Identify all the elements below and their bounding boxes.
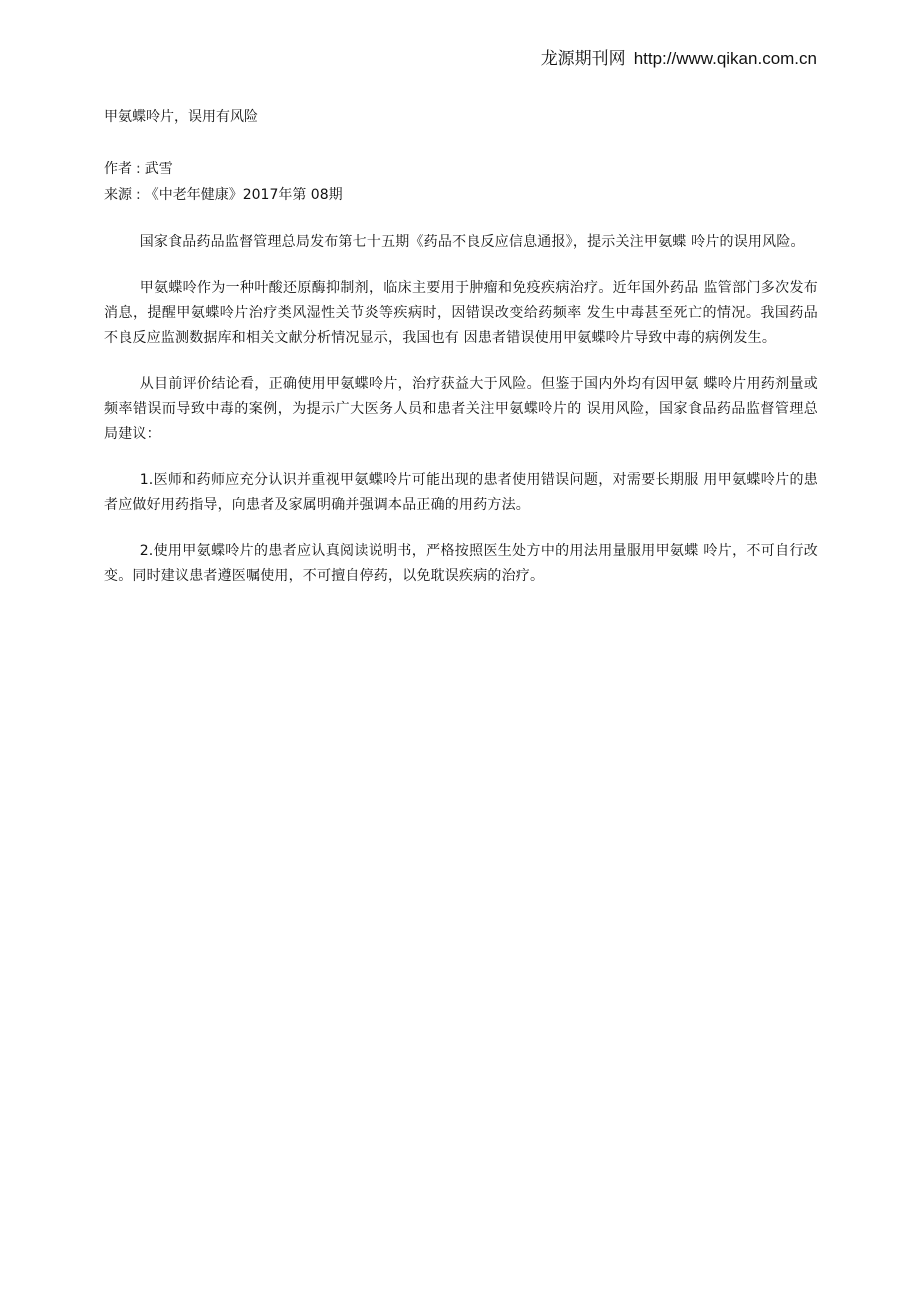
paragraph-recommendation-2: 2.使用甲氨蝶呤片的患者应认真阅读说明书，严格按照医生处方中的用法用量服用甲氨蝶 呤片，不可自行改变。同时建议患者遵医嘱使用，不可擅自停药，以免耽误疾病的治疗。 bbox=[104, 543, 818, 584]
article-meta bbox=[104, 156, 818, 208]
author-separator: : bbox=[136, 161, 141, 177]
paragraph-evaluation: 从目前评价结论看，正确使用甲氨蝶呤片，治疗获益大于风险。但鉴于国内外均有因甲氨 蝶呤片用药剂量或频率错误而导致中毒的案例，为提示广大医务人员和患者关注甲氨蝶呤片的 误用风险，国家食品药品监督管理总局建议： bbox=[104, 376, 818, 442]
site-url[interactable]: http://www.qikan.com.cn bbox=[633, 49, 817, 68]
source-label: 来源 bbox=[104, 187, 132, 203]
article bbox=[104, 106, 818, 610]
paragraph-intro: 国家食品药品监督管理总局发布第七十五期《药品不良反应信息通报》，提示关注甲氨蝶 呤片的误用风险。 bbox=[139, 234, 805, 250]
article-body bbox=[104, 230, 818, 589]
author-row bbox=[104, 156, 818, 182]
article-title: 甲氨蝶呤片，误用有风险 bbox=[104, 109, 258, 125]
paragraph-recommendation-1: 1.医师和药师应充分认识并重视甲氨蝶呤片可能出现的患者使用错误问题，对需要长期服 用甲氨蝶呤片的患者应做好用药指导，向患者及家属明确并强调本品正确的用药方法。 bbox=[104, 472, 818, 513]
author-name: 武雪 bbox=[144, 161, 173, 177]
paragraph-background: 甲氨蝶呤作为一种叶酸还原酶抑制剂，临床主要用于肿瘤和免疫疾病治疗。近年国外药品 监管部门多次发布消息，提醒甲氨蝶呤片治疗类风湿性关节炎等疾病时，因错误改变给药频率 发生中毒甚至死亡的情况。我国药品不良反应监测数据库和相关文献分析情况显示，我国也有 因患者错误使用甲氨蝶呤片导致中毒的病例发生。 bbox=[104, 280, 818, 346]
source-row bbox=[104, 182, 818, 208]
page-header-source bbox=[541, 44, 817, 69]
site-name: 龙源期刊网 bbox=[540, 49, 626, 69]
source-separator: : bbox=[136, 187, 141, 203]
author-label: 作者 bbox=[104, 161, 132, 177]
source-journal: 《中老年健康》2017年第 08期 bbox=[144, 187, 343, 203]
